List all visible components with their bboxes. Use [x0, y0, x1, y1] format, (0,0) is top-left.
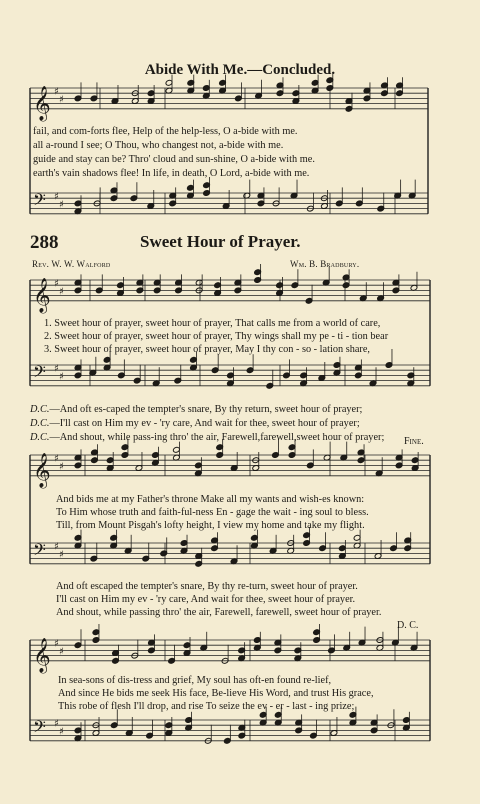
svg-text:♯: ♯: [59, 286, 64, 298]
lyric-line: I'll cast on Him my ev - 'ry care, And wait for thee, sweet hour of prayer.: [56, 594, 356, 605]
lyric-line: And since He bids me seek His face, Be-lieve His Word, and trust His grace,: [58, 688, 374, 699]
svg-text:𝄢: 𝄢: [33, 189, 46, 214]
dc-text: —I'll cast on Him my ev - 'ry care, And wait for thee, sweet hour of prayer;: [49, 418, 360, 429]
dc-text: —And oft es-caped the tempter's snare, By thy return, sweet hour of prayer;: [49, 404, 363, 415]
dc-line: [30, 418, 360, 429]
svg-text:♯: ♯: [54, 638, 59, 650]
fine-mark: Fine.: [404, 436, 424, 447]
lyric-line: 2. Sweet hour of prayer, sweet hour of prayer, Thy wings shall my pe - ti - tion bear: [44, 331, 389, 342]
svg-text:𝄢: 𝄢: [33, 539, 46, 564]
svg-text:𝄞: 𝄞: [33, 277, 51, 313]
lyric-line: To Him whose truth and faith-ful-ness En - gage the wait - ing soul to bless.: [56, 507, 369, 518]
lyric-line: 1. Sweet hour of prayer, sweet hour of prayer, That calls me from a world of care,: [44, 318, 381, 329]
lyric-line: Till, from Mount Pisgah's lofty height, I view my home and take my flight.: [56, 520, 365, 531]
lyric-line: guide and stay can be? Thro' cloud and sun-shine, O a-bide with me.: [33, 154, 315, 165]
dc-line: [30, 432, 384, 443]
svg-text:𝄞: 𝄞: [33, 637, 51, 673]
svg-text:♯: ♯: [54, 718, 59, 730]
svg-text:♯: ♯: [54, 86, 59, 98]
svg-text:♯: ♯: [54, 191, 59, 203]
svg-text:♯: ♯: [54, 541, 59, 553]
svg-text:♯: ♯: [59, 94, 64, 106]
svg-text:♯: ♯: [59, 461, 64, 473]
svg-text:𝄞: 𝄞: [33, 85, 51, 121]
svg-text:♯: ♯: [59, 371, 64, 383]
svg-text:♯: ♯: [54, 278, 59, 290]
dc-mark: D.C.: [30, 432, 50, 443]
svg-text:𝄢: 𝄢: [33, 361, 46, 386]
dc-mark: D. C.: [397, 620, 419, 631]
svg-text:♯: ♯: [54, 363, 59, 375]
music-credit: Wm. B. Bradbury.: [290, 259, 360, 269]
lyric-line: And oft escaped the tempter's snare, By thy re-turn, sweet hour of prayer.: [56, 581, 358, 592]
lyric-line: 3. Sweet hour of prayer, sweet hour of prayer, May I thy con - so - lation share,: [44, 344, 371, 355]
lyric-line: And bids me at my Father's throne Make all my wants and wish-es known:: [56, 494, 365, 505]
svg-text:♯: ♯: [59, 726, 64, 738]
lyric-line: In sea-sons of dis-tress and grief, My soul has oft-en found re-lief,: [58, 675, 332, 686]
continuation-title: Abide With Me.—Concluded.: [144, 62, 336, 78]
words-credit: Rev. W. W. Walford: [32, 259, 111, 269]
lyric-line: This robe of flesh I'll drop, and rise To seize the ev - er - last - ing prize;: [58, 701, 355, 712]
svg-text:♯: ♯: [59, 549, 64, 561]
dc-mark: D.C.: [30, 418, 50, 429]
svg-text:𝄞: 𝄞: [33, 452, 51, 488]
lyric-line: And shout, while passing thro' the air, Farewell, farewell, sweet hour of prayer.: [56, 607, 382, 618]
lyric-line: earth's vain shadows flee! In life, in death, O Lord, a-bide with me.: [33, 168, 310, 179]
dc-mark: D.C.: [30, 404, 50, 415]
lyric-line: fail, and com-forts flee, Help of the help-less, O a-bide with me.: [33, 126, 298, 137]
hymn-title: Sweet Hour of Prayer.: [140, 232, 301, 251]
svg-text:♯: ♯: [54, 453, 59, 465]
svg-text:𝄢: 𝄢: [33, 716, 46, 741]
dc-line: [30, 404, 362, 415]
svg-text:♯: ♯: [59, 646, 64, 658]
svg-text:♯: ♯: [59, 199, 64, 211]
lyric-line: all a-round I see; O Thou, who changest not, a-bide with me.: [33, 140, 284, 151]
dc-text: —And shout, while pass-ing thro' the air, Farewell,farewell,sweet hour of prayer;: [49, 432, 385, 443]
hymn-number: 288: [30, 232, 59, 253]
